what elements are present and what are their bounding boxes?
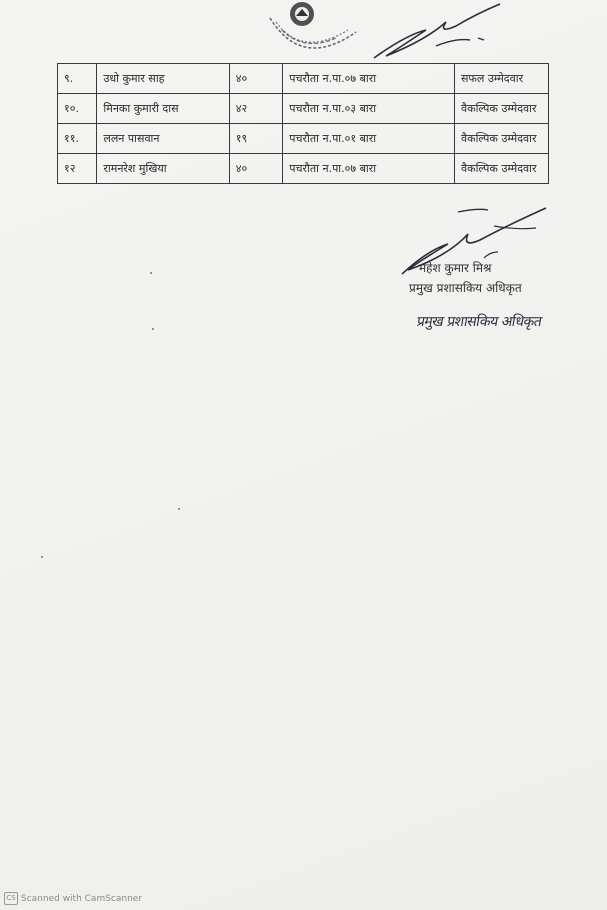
officer-handwritten-title: प्रमुख प्रशासकिय अधिकृत <box>415 314 543 330</box>
cell-name: रामनरेश मुखिया <box>97 154 229 184</box>
table-row <box>58 124 549 154</box>
cell-sn: ९. <box>58 64 97 94</box>
office-seal-stamp <box>262 0 362 72</box>
cell-address: पचरौता न.पा.०७ बारा <box>283 154 455 184</box>
signature-top <box>366 0 506 62</box>
officer-name: महेश कुमार मिश्र <box>419 261 492 275</box>
table-row <box>58 154 549 184</box>
cell-age: १९ <box>229 124 283 154</box>
camscanner-icon: CS <box>4 892 18 905</box>
cell-address: पचरौता न.पा.०१ बारा <box>283 124 455 154</box>
officer-title: प्रमुख प्रशासकिय अधिकृत <box>409 281 522 295</box>
speck <box>41 556 43 558</box>
cell-age: ४० <box>229 64 283 94</box>
camscanner-text: Scanned with CamScanner <box>21 893 143 904</box>
candidate-results-table <box>57 63 549 184</box>
cell-sn: १२ <box>58 154 97 184</box>
cell-sn: १०. <box>58 94 97 124</box>
cell-sn: ११. <box>58 124 97 154</box>
cell-age: ४० <box>229 154 283 184</box>
speck <box>178 508 180 510</box>
table-row <box>58 64 549 94</box>
cell-name: ललन पासवान <box>97 124 229 154</box>
cell-name: मिनका कुमारी दास <box>97 94 229 124</box>
table-row <box>58 94 549 124</box>
cell-status: वैकल्पिक उम्मेदवार <box>455 124 549 154</box>
cell-address: पचरौता न.पा.०७ बारा <box>283 64 455 94</box>
cell-age: ४२ <box>229 94 283 124</box>
camscanner-watermark <box>4 892 142 905</box>
speck <box>152 328 154 330</box>
speck <box>150 272 152 274</box>
cell-name: उधो कुमार साह <box>97 64 229 94</box>
cell-status: वैकल्पिक उम्मेदवार <box>455 94 549 124</box>
cell-status: सफल उम्मेदवार <box>455 64 549 94</box>
cell-address: पचरौता न.पा.०३ बारा <box>283 94 455 124</box>
cell-status: वैकल्पिक उम्मेदवार <box>455 154 549 184</box>
